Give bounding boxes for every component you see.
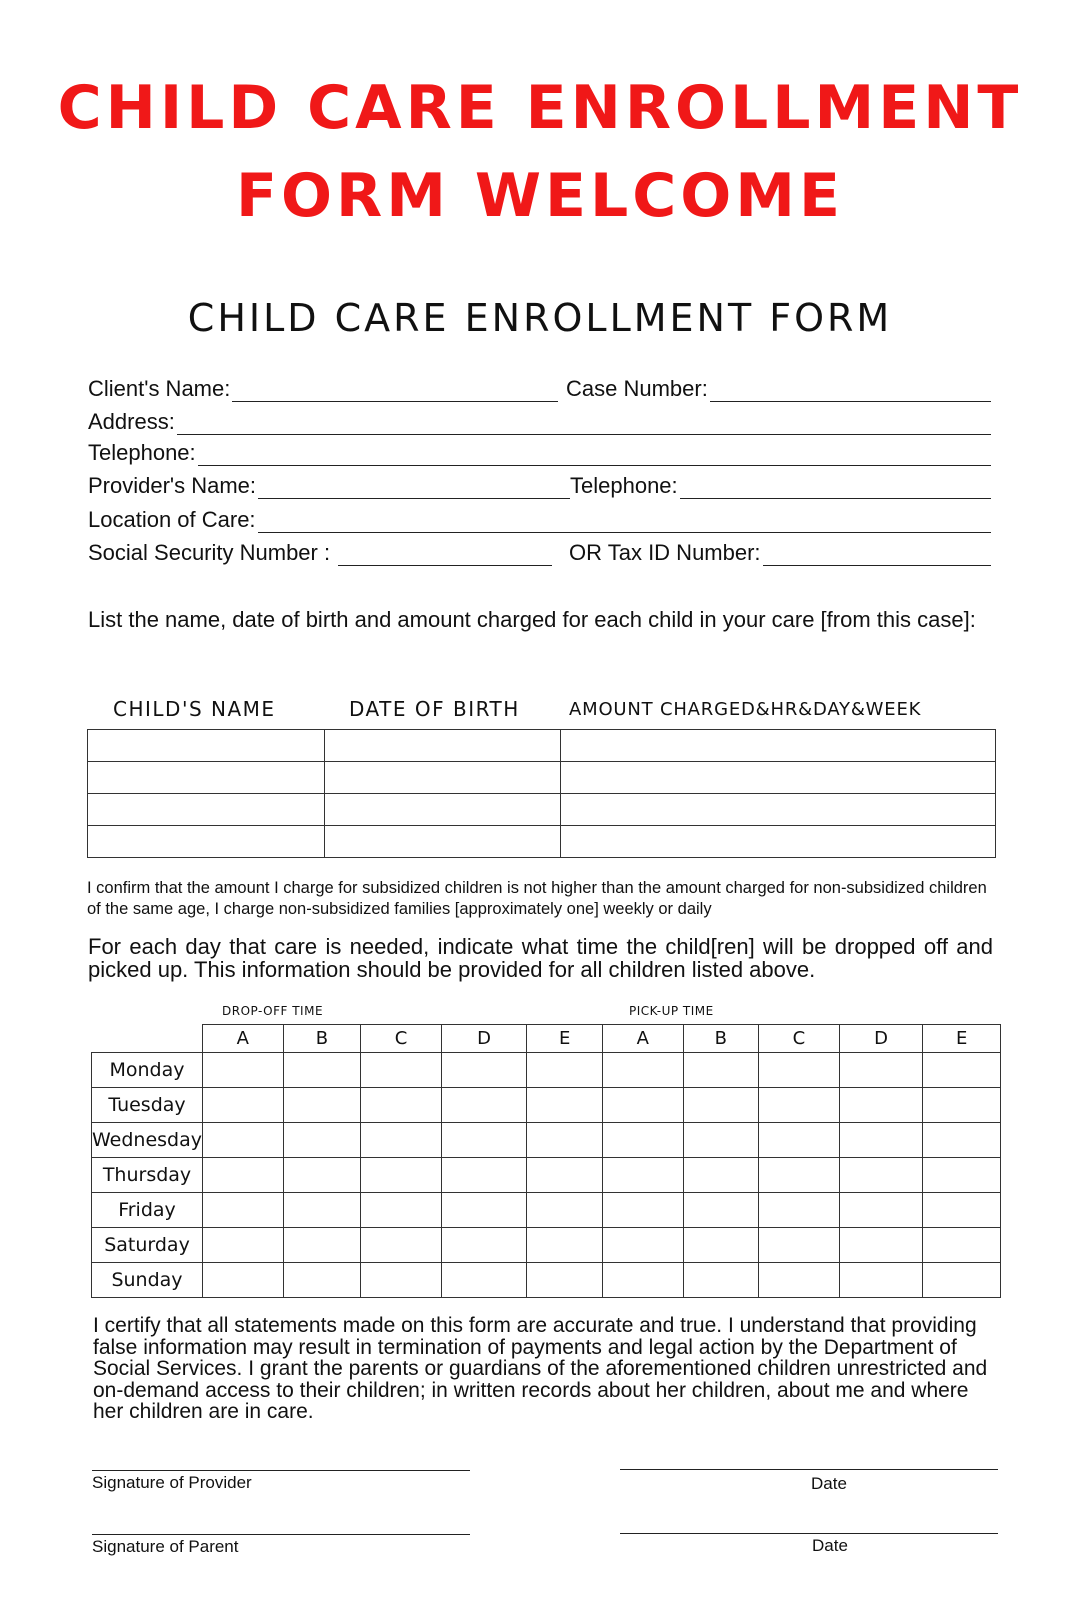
parent-signature-line[interactable] <box>92 1534 470 1535</box>
client-name-field[interactable] <box>88 368 558 402</box>
child-name-cell[interactable] <box>88 794 325 826</box>
date-of-birth-cell[interactable] <box>324 826 561 858</box>
time-cell[interactable] <box>527 1263 603 1298</box>
parent-date-line[interactable] <box>620 1533 998 1534</box>
time-cell[interactable] <box>759 1263 840 1298</box>
telephone-label: Telephone: <box>88 440 196 465</box>
dropoff-column-d: D <box>441 1025 527 1053</box>
time-cell[interactable] <box>527 1123 603 1158</box>
time-cell[interactable] <box>683 1158 759 1193</box>
location-line[interactable] <box>258 506 991 533</box>
provider-date-line[interactable] <box>620 1469 998 1470</box>
client-name-line[interactable] <box>232 375 558 402</box>
time-cell[interactable] <box>839 1228 923 1263</box>
table-row <box>92 1228 1001 1263</box>
ssn-line[interactable] <box>338 539 552 566</box>
date-of-birth-header: DATE OF BIRTH <box>349 697 520 721</box>
schedule-table <box>91 1024 1001 1298</box>
dropoff-column-b: B <box>283 1025 361 1053</box>
banner-title-line1: CHILD CARE ENROLLMENT <box>57 73 1023 143</box>
ssn-row <box>88 532 993 566</box>
provider-name-field[interactable] <box>88 465 570 499</box>
tax-id-field[interactable] <box>569 532 991 566</box>
date-of-birth-cell[interactable] <box>324 794 561 826</box>
time-cell[interactable] <box>683 1263 759 1298</box>
amount-charged-cell[interactable] <box>561 826 996 858</box>
case-number-label: Case Number: <box>566 376 708 401</box>
time-cell[interactable] <box>283 1193 361 1228</box>
date-of-birth-cell[interactable] <box>324 762 561 794</box>
time-cell[interactable] <box>759 1088 840 1123</box>
address-field[interactable] <box>88 401 991 435</box>
time-cell[interactable] <box>683 1193 759 1228</box>
client-name-label: Client's Name: <box>88 376 231 401</box>
child-name-cell[interactable] <box>88 826 325 858</box>
confirm-text: I confirm that the amount I charge for subsidized children is not higher than the amount charged for non-subsidized children of the same age, I charge non-subsidized families [approximately one] weekly or daily <box>87 879 987 918</box>
location-label: Location of Care: <box>88 507 256 532</box>
list-instruction: List the name, date of birth and amount charged for each child in your care [from this case]: <box>88 607 976 632</box>
time-cell[interactable] <box>441 1123 527 1158</box>
time-cell[interactable] <box>923 1193 1001 1228</box>
pickup-time-label: PICK-UP TIME <box>629 1004 714 1018</box>
corner-cell <box>92 1025 203 1053</box>
day-label: Monday <box>92 1053 203 1088</box>
time-cell[interactable] <box>203 1228 284 1263</box>
time-cell[interactable] <box>683 1228 759 1263</box>
location-field[interactable] <box>88 499 991 533</box>
time-cell[interactable] <box>839 1158 923 1193</box>
location-row <box>88 499 993 533</box>
form-title: CHILD CARE ENROLLMENT FORM <box>187 296 893 340</box>
time-cell[interactable] <box>283 1053 361 1088</box>
provider-signature-label: Signature of Provider <box>92 1473 252 1492</box>
ssn-field[interactable] <box>88 532 552 566</box>
schedule-instruction: For each day that care is needed, indicate what time the child[ren] will be dropped off and picked up. This information should be provided for all children listed above. <box>88 934 993 982</box>
time-cell[interactable] <box>759 1158 840 1193</box>
ssn-label: Social Security Number : <box>88 540 331 565</box>
tax-id-label: OR Tax ID Number: <box>569 540 761 565</box>
provider-telephone-line[interactable] <box>680 472 991 499</box>
pickup-column-b: B <box>683 1025 759 1053</box>
time-cell[interactable] <box>923 1158 1001 1193</box>
amount-charged-header: AMOUNT CHARGED&HR&DAY&WEEK <box>569 699 922 720</box>
time-cell[interactable] <box>759 1053 840 1088</box>
time-cell[interactable] <box>602 1088 683 1123</box>
time-cell[interactable] <box>602 1228 683 1263</box>
table-row <box>88 794 996 826</box>
time-cell[interactable] <box>203 1123 284 1158</box>
amount-charged-cell[interactable] <box>561 762 996 794</box>
telephone-field[interactable] <box>88 432 991 466</box>
time-cell[interactable] <box>759 1193 840 1228</box>
time-cell[interactable] <box>923 1228 1001 1263</box>
time-cell[interactable] <box>283 1123 361 1158</box>
day-label: Saturday <box>92 1228 203 1263</box>
dropoff-column-e: E <box>527 1025 603 1053</box>
provider-signature-line[interactable] <box>92 1470 470 1471</box>
time-cell[interactable] <box>361 1228 442 1263</box>
time-cell[interactable] <box>441 1193 527 1228</box>
certify-text: I certify that all statements made on this form are accurate and true. I understand that providing false information may result in termination of payments and legal action by the Department of Social Services. I grant the parents or guardians of the aforementioned children unrestricted and on-demand access to their children; in written records about her children, about me and where her children are in care. <box>93 1314 988 1423</box>
day-label: Friday <box>92 1193 203 1228</box>
pickup-column-c: C <box>759 1025 840 1053</box>
schedule-header-row <box>92 1025 1001 1053</box>
child-name-cell[interactable] <box>88 730 325 762</box>
time-cell[interactable] <box>759 1228 840 1263</box>
pickup-column-a: A <box>602 1025 683 1053</box>
provider-telephone-field[interactable] <box>570 465 991 499</box>
pickup-column-e: E <box>923 1025 1001 1053</box>
table-row <box>88 762 996 794</box>
dropoff-time-label: DROP-OFF TIME <box>222 1004 324 1018</box>
time-cell[interactable] <box>527 1193 603 1228</box>
time-cell[interactable] <box>203 1053 284 1088</box>
telephone-line[interactable] <box>198 439 991 466</box>
day-label: Wednesday <box>92 1123 203 1158</box>
address-line[interactable] <box>177 408 991 435</box>
provider-name-line[interactable] <box>258 472 570 499</box>
parent-date-label: Date <box>812 1536 848 1555</box>
time-cell[interactable] <box>283 1263 361 1298</box>
time-cell[interactable] <box>283 1088 361 1123</box>
table-row <box>92 1053 1001 1088</box>
dropoff-column-c: C <box>361 1025 442 1053</box>
amount-charged-cell[interactable] <box>561 730 996 762</box>
time-cell[interactable] <box>683 1053 759 1088</box>
table-row <box>92 1158 1001 1193</box>
time-cell[interactable] <box>839 1193 923 1228</box>
table-row <box>88 730 996 762</box>
client-row <box>88 368 993 402</box>
time-cell[interactable] <box>203 1263 284 1298</box>
time-cell[interactable] <box>283 1158 361 1193</box>
time-cell[interactable] <box>839 1263 923 1298</box>
child-name-header: CHILD'S NAME <box>113 697 276 721</box>
time-cell[interactable] <box>602 1263 683 1298</box>
time-cell[interactable] <box>683 1088 759 1123</box>
provider-row <box>88 465 993 499</box>
time-cell[interactable] <box>361 1053 442 1088</box>
time-cell[interactable] <box>283 1228 361 1263</box>
case-number-field[interactable] <box>566 368 991 402</box>
time-cell[interactable] <box>923 1053 1001 1088</box>
time-cell[interactable] <box>923 1088 1001 1123</box>
day-label: Tuesday <box>92 1088 203 1123</box>
telephone-row <box>88 432 993 466</box>
time-cell[interactable] <box>759 1123 840 1158</box>
time-cell[interactable] <box>923 1263 1001 1298</box>
time-cell[interactable] <box>361 1263 442 1298</box>
day-label: Thursday <box>92 1158 203 1193</box>
case-number-line[interactable] <box>710 375 991 402</box>
time-cell[interactable] <box>441 1228 527 1263</box>
time-cell[interactable] <box>839 1053 923 1088</box>
time-cell[interactable] <box>361 1123 442 1158</box>
tax-id-line[interactable] <box>763 539 991 566</box>
parent-signature-label: Signature of Parent <box>92 1537 239 1556</box>
child-table <box>87 729 996 858</box>
time-cell[interactable] <box>361 1193 442 1228</box>
time-cell[interactable] <box>441 1053 527 1088</box>
address-row <box>88 401 993 435</box>
time-cell[interactable] <box>602 1158 683 1193</box>
time-cell[interactable] <box>839 1088 923 1123</box>
dropoff-column-a: A <box>203 1025 284 1053</box>
time-cell[interactable] <box>527 1053 603 1088</box>
time-cell[interactable] <box>203 1158 284 1193</box>
time-cell[interactable] <box>839 1123 923 1158</box>
address-label: Address: <box>88 409 175 434</box>
time-cell[interactable] <box>602 1193 683 1228</box>
table-row <box>92 1088 1001 1123</box>
provider-name-label: Provider's Name: <box>88 473 257 498</box>
time-cell[interactable] <box>441 1158 527 1193</box>
time-cell[interactable] <box>441 1263 527 1298</box>
provider-date-label: Date <box>811 1474 847 1493</box>
child-name-cell[interactable] <box>88 762 325 794</box>
time-cell[interactable] <box>923 1123 1001 1158</box>
time-cell[interactable] <box>361 1158 442 1193</box>
time-cell[interactable] <box>527 1158 603 1193</box>
provider-telephone-label: Telephone: <box>570 473 678 498</box>
date-of-birth-cell[interactable] <box>324 730 561 762</box>
amount-charged-cell[interactable] <box>561 794 996 826</box>
table-row <box>88 826 996 858</box>
time-cell[interactable] <box>527 1088 603 1123</box>
time-cell[interactable] <box>441 1088 527 1123</box>
time-cell[interactable] <box>527 1228 603 1263</box>
time-cell[interactable] <box>203 1193 284 1228</box>
time-cell[interactable] <box>203 1088 284 1123</box>
time-cell[interactable] <box>602 1123 683 1158</box>
table-row <box>92 1123 1001 1158</box>
time-cell[interactable] <box>683 1123 759 1158</box>
pickup-column-d: D <box>839 1025 923 1053</box>
time-cell[interactable] <box>361 1088 442 1123</box>
banner-title-line2: FORM WELCOME <box>236 161 844 231</box>
time-cell[interactable] <box>602 1053 683 1088</box>
table-row <box>92 1193 1001 1228</box>
table-row <box>92 1263 1001 1298</box>
day-label: Sunday <box>92 1263 203 1298</box>
